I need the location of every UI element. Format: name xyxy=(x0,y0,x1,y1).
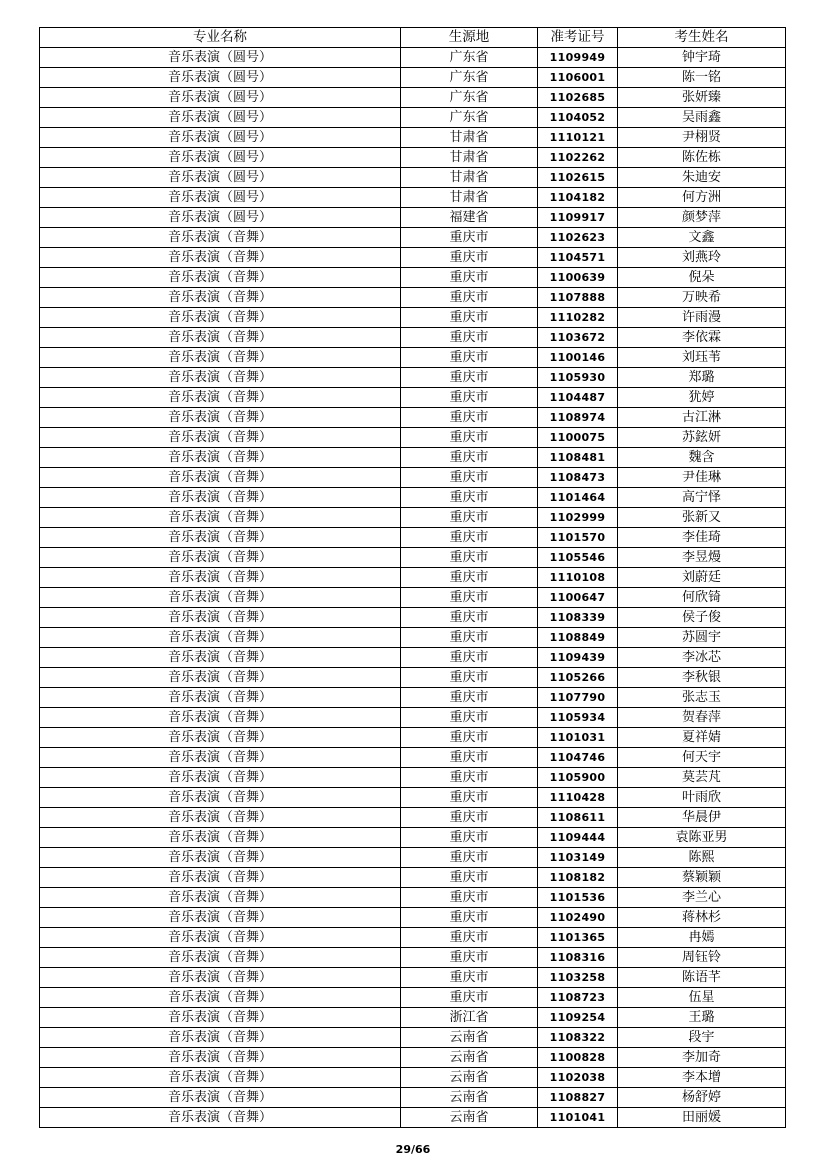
table-row xyxy=(40,788,786,808)
column-header-student-name: 考生姓名 xyxy=(618,28,786,48)
major-cell: 音乐表演（音舞） xyxy=(40,1068,401,1088)
exam-id-cell: 1108322 xyxy=(538,1028,618,1048)
student-name-cell: 何欣锜 xyxy=(618,588,786,608)
major-cell: 音乐表演（音舞） xyxy=(40,588,401,608)
exam-id-cell: 1108339 xyxy=(538,608,618,628)
exam-id-cell: 1104571 xyxy=(538,248,618,268)
student-name-cell: 万映希 xyxy=(618,288,786,308)
table-header xyxy=(40,28,786,48)
exam-id-cell: 1109949 xyxy=(538,48,618,68)
origin-cell: 重庆市 xyxy=(401,548,538,568)
table-row xyxy=(40,208,786,228)
exam-id-cell: 1104182 xyxy=(538,188,618,208)
major-cell: 音乐表演（音舞） xyxy=(40,748,401,768)
table-row xyxy=(40,968,786,988)
major-cell: 音乐表演（音舞） xyxy=(40,608,401,628)
exam-id-cell: 1102490 xyxy=(538,908,618,928)
major-cell: 音乐表演（音舞） xyxy=(40,708,401,728)
table-row xyxy=(40,1008,786,1028)
major-cell: 音乐表演（音舞） xyxy=(40,808,401,828)
exam-id-cell: 1108974 xyxy=(538,408,618,428)
exam-id-cell: 1103258 xyxy=(538,968,618,988)
exam-id-cell: 1101464 xyxy=(538,488,618,508)
origin-cell: 福建省 xyxy=(401,208,538,228)
table-body xyxy=(40,48,786,1128)
major-cell: 音乐表演（音舞） xyxy=(40,1028,401,1048)
origin-cell: 浙江省 xyxy=(401,1008,538,1028)
origin-cell: 广东省 xyxy=(401,68,538,88)
exam-id-cell: 1110121 xyxy=(538,128,618,148)
table-row xyxy=(40,868,786,888)
table-row xyxy=(40,468,786,488)
table-row xyxy=(40,748,786,768)
student-name-cell: 尹佳琳 xyxy=(618,468,786,488)
origin-cell: 重庆市 xyxy=(401,648,538,668)
column-header-exam-id: 准考证号 xyxy=(538,28,618,48)
origin-cell: 重庆市 xyxy=(401,408,538,428)
origin-cell: 重庆市 xyxy=(401,748,538,768)
table-row xyxy=(40,588,786,608)
major-cell: 音乐表演（音舞） xyxy=(40,528,401,548)
student-name-cell: 李佳琦 xyxy=(618,528,786,548)
exam-id-cell: 1102623 xyxy=(538,228,618,248)
student-name-cell: 犹婷 xyxy=(618,388,786,408)
origin-cell: 重庆市 xyxy=(401,348,538,368)
major-cell: 音乐表演（音舞） xyxy=(40,768,401,788)
table-row xyxy=(40,488,786,508)
origin-cell: 重庆市 xyxy=(401,848,538,868)
origin-cell: 重庆市 xyxy=(401,468,538,488)
student-name-cell: 田丽媛 xyxy=(618,1108,786,1128)
exam-id-cell: 1108182 xyxy=(538,868,618,888)
exam-id-cell: 1101031 xyxy=(538,728,618,748)
student-name-cell: 叶雨欣 xyxy=(618,788,786,808)
student-name-cell: 蔡颖颖 xyxy=(618,868,786,888)
exam-id-cell: 1105934 xyxy=(538,708,618,728)
exam-id-cell: 1108481 xyxy=(538,448,618,468)
exam-id-cell: 1100828 xyxy=(538,1048,618,1068)
table-row xyxy=(40,428,786,448)
exam-id-cell: 1107790 xyxy=(538,688,618,708)
origin-cell: 重庆市 xyxy=(401,808,538,828)
origin-cell: 重庆市 xyxy=(401,288,538,308)
origin-cell: 甘肃省 xyxy=(401,128,538,148)
major-cell: 音乐表演（音舞） xyxy=(40,428,401,448)
student-name-cell: 周钰铃 xyxy=(618,948,786,968)
major-cell: 音乐表演（音舞） xyxy=(40,348,401,368)
table-row xyxy=(40,88,786,108)
student-name-cell: 高宁怿 xyxy=(618,488,786,508)
origin-cell: 重庆市 xyxy=(401,968,538,988)
origin-cell: 重庆市 xyxy=(401,508,538,528)
origin-cell: 重庆市 xyxy=(401,368,538,388)
table-row xyxy=(40,628,786,648)
student-name-cell: 苏鉉妍 xyxy=(618,428,786,448)
origin-cell: 云南省 xyxy=(401,1088,538,1108)
student-name-cell: 李依霖 xyxy=(618,328,786,348)
table-row xyxy=(40,528,786,548)
major-cell: 音乐表演（音舞） xyxy=(40,288,401,308)
admission-list-sheet xyxy=(39,27,785,1128)
major-cell: 音乐表演（圆号） xyxy=(40,68,401,88)
table-row xyxy=(40,168,786,188)
origin-cell: 重庆市 xyxy=(401,308,538,328)
exam-id-cell: 1105546 xyxy=(538,548,618,568)
major-cell: 音乐表演（音舞） xyxy=(40,508,401,528)
table-row xyxy=(40,1068,786,1088)
major-cell: 音乐表演（音舞） xyxy=(40,388,401,408)
student-name-cell: 杨舒婷 xyxy=(618,1088,786,1108)
origin-cell: 广东省 xyxy=(401,48,538,68)
table-row xyxy=(40,268,786,288)
origin-cell: 重庆市 xyxy=(401,388,538,408)
table-row xyxy=(40,388,786,408)
origin-cell: 云南省 xyxy=(401,1108,538,1128)
major-cell: 音乐表演（音舞） xyxy=(40,408,401,428)
student-name-cell: 段宇 xyxy=(618,1028,786,1048)
table-row xyxy=(40,448,786,468)
origin-cell: 重庆市 xyxy=(401,908,538,928)
origin-cell: 重庆市 xyxy=(401,988,538,1008)
table-row xyxy=(40,368,786,388)
major-cell: 音乐表演（音舞） xyxy=(40,568,401,588)
student-name-cell: 夏祥婧 xyxy=(618,728,786,748)
table-row xyxy=(40,768,786,788)
exam-id-cell: 1101365 xyxy=(538,928,618,948)
major-cell: 音乐表演（音舞） xyxy=(40,228,401,248)
student-name-cell: 张新又 xyxy=(618,508,786,528)
student-name-cell: 李兰心 xyxy=(618,888,786,908)
exam-id-cell: 1109917 xyxy=(538,208,618,228)
table-row xyxy=(40,1028,786,1048)
table-row xyxy=(40,248,786,268)
table-row xyxy=(40,648,786,668)
origin-cell: 重庆市 xyxy=(401,568,538,588)
major-cell: 音乐表演（圆号） xyxy=(40,208,401,228)
table-row xyxy=(40,508,786,528)
origin-cell: 广东省 xyxy=(401,108,538,128)
origin-cell: 云南省 xyxy=(401,1048,538,1068)
origin-cell: 云南省 xyxy=(401,1028,538,1048)
origin-cell: 重庆市 xyxy=(401,608,538,628)
major-cell: 音乐表演（音舞） xyxy=(40,368,401,388)
student-name-cell: 倪朵 xyxy=(618,268,786,288)
origin-cell: 重庆市 xyxy=(401,528,538,548)
exam-id-cell: 1105266 xyxy=(538,668,618,688)
major-cell: 音乐表演（音舞） xyxy=(40,248,401,268)
exam-id-cell: 1101536 xyxy=(538,888,618,908)
student-name-cell: 袁陈亚男 xyxy=(618,828,786,848)
student-name-cell: 李昱熳 xyxy=(618,548,786,568)
student-name-cell: 古江淋 xyxy=(618,408,786,428)
exam-id-cell: 1108316 xyxy=(538,948,618,968)
student-name-cell: 王璐 xyxy=(618,1008,786,1028)
student-name-cell: 文鑫 xyxy=(618,228,786,248)
student-name-cell: 李加奇 xyxy=(618,1048,786,1068)
table-row xyxy=(40,888,786,908)
student-name-cell: 尹栩贤 xyxy=(618,128,786,148)
major-cell: 音乐表演（音舞） xyxy=(40,968,401,988)
page-number: 29/66 xyxy=(395,1143,431,1156)
exam-id-cell: 1108827 xyxy=(538,1088,618,1108)
major-cell: 音乐表演（音舞） xyxy=(40,728,401,748)
table-row xyxy=(40,728,786,748)
exam-id-cell: 1105930 xyxy=(538,368,618,388)
table-row xyxy=(40,808,786,828)
exam-id-cell: 1108611 xyxy=(538,808,618,828)
origin-cell: 重庆市 xyxy=(401,828,538,848)
table-row xyxy=(40,988,786,1008)
exam-id-cell: 1100639 xyxy=(538,268,618,288)
major-cell: 音乐表演（音舞） xyxy=(40,988,401,1008)
table-row xyxy=(40,1048,786,1068)
student-name-cell: 陈熙 xyxy=(618,848,786,868)
table-row xyxy=(40,668,786,688)
student-name-cell: 蒋林杉 xyxy=(618,908,786,928)
column-header-major: 专业名称 xyxy=(40,28,401,48)
table-row xyxy=(40,108,786,128)
origin-cell: 广东省 xyxy=(401,88,538,108)
table-row xyxy=(40,408,786,428)
table-row xyxy=(40,308,786,328)
student-name-cell: 张志玉 xyxy=(618,688,786,708)
exam-id-cell: 1109444 xyxy=(538,828,618,848)
origin-cell: 甘肃省 xyxy=(401,188,538,208)
student-name-cell: 张妍臻 xyxy=(618,88,786,108)
major-cell: 音乐表演（音舞） xyxy=(40,1048,401,1068)
origin-cell: 重庆市 xyxy=(401,668,538,688)
table-row xyxy=(40,348,786,368)
table-row xyxy=(40,1088,786,1108)
student-name-cell: 魏含 xyxy=(618,448,786,468)
origin-cell: 甘肃省 xyxy=(401,168,538,188)
major-cell: 音乐表演（音舞） xyxy=(40,1088,401,1108)
student-name-cell: 伍星 xyxy=(618,988,786,1008)
table-row xyxy=(40,948,786,968)
major-cell: 音乐表演（音舞） xyxy=(40,668,401,688)
major-cell: 音乐表演（音舞） xyxy=(40,848,401,868)
major-cell: 音乐表演（圆号） xyxy=(40,128,401,148)
major-cell: 音乐表演（音舞） xyxy=(40,788,401,808)
exam-id-cell: 1109254 xyxy=(538,1008,618,1028)
origin-cell: 重庆市 xyxy=(401,788,538,808)
table-row xyxy=(40,328,786,348)
exam-id-cell: 1103672 xyxy=(538,328,618,348)
student-name-cell: 陈一铭 xyxy=(618,68,786,88)
student-name-cell: 钟宇琦 xyxy=(618,48,786,68)
student-name-cell: 李秋银 xyxy=(618,668,786,688)
student-name-cell: 刘蔚廷 xyxy=(618,568,786,588)
student-name-cell: 颜梦萍 xyxy=(618,208,786,228)
exam-id-cell: 1101570 xyxy=(538,528,618,548)
origin-cell: 重庆市 xyxy=(401,268,538,288)
table-row xyxy=(40,548,786,568)
student-name-cell: 李本增 xyxy=(618,1068,786,1088)
major-cell: 音乐表演（音舞） xyxy=(40,888,401,908)
table-row xyxy=(40,128,786,148)
student-name-cell: 陈语芊 xyxy=(618,968,786,988)
origin-cell: 重庆市 xyxy=(401,768,538,788)
major-cell: 音乐表演（音舞） xyxy=(40,648,401,668)
major-cell: 音乐表演（音舞） xyxy=(40,328,401,348)
student-name-cell: 吴雨鑫 xyxy=(618,108,786,128)
exam-id-cell: 1110282 xyxy=(538,308,618,328)
major-cell: 音乐表演（音舞） xyxy=(40,448,401,468)
table-row xyxy=(40,1108,786,1128)
origin-cell: 重庆市 xyxy=(401,628,538,648)
major-cell: 音乐表演（音舞） xyxy=(40,468,401,488)
student-name-cell: 朱迪安 xyxy=(618,168,786,188)
student-name-cell: 刘珏苇 xyxy=(618,348,786,368)
student-name-cell: 何天宇 xyxy=(618,748,786,768)
major-cell: 音乐表演（圆号） xyxy=(40,168,401,188)
origin-cell: 重庆市 xyxy=(401,588,538,608)
student-name-cell: 冉嫣 xyxy=(618,928,786,948)
table-row xyxy=(40,568,786,588)
major-cell: 音乐表演（音舞） xyxy=(40,928,401,948)
origin-cell: 重庆市 xyxy=(401,868,538,888)
origin-cell: 重庆市 xyxy=(401,928,538,948)
table-row xyxy=(40,288,786,308)
major-cell: 音乐表演（音舞） xyxy=(40,688,401,708)
student-name-cell: 刘燕玲 xyxy=(618,248,786,268)
major-cell: 音乐表演（音舞） xyxy=(40,308,401,328)
major-cell: 音乐表演（圆号） xyxy=(40,188,401,208)
origin-cell: 重庆市 xyxy=(401,448,538,468)
exam-id-cell: 1106001 xyxy=(538,68,618,88)
table-row xyxy=(40,828,786,848)
student-name-cell: 苏圆宇 xyxy=(618,628,786,648)
origin-cell: 重庆市 xyxy=(401,888,538,908)
header-row xyxy=(40,28,786,48)
exam-id-cell: 1103149 xyxy=(538,848,618,868)
origin-cell: 重庆市 xyxy=(401,248,538,268)
table-row xyxy=(40,708,786,728)
origin-cell: 重庆市 xyxy=(401,228,538,248)
major-cell: 音乐表演（音舞） xyxy=(40,268,401,288)
exam-id-cell: 1102615 xyxy=(538,168,618,188)
exam-id-cell: 1108849 xyxy=(538,628,618,648)
origin-cell: 云南省 xyxy=(401,1068,538,1088)
origin-cell: 重庆市 xyxy=(401,488,538,508)
table-row xyxy=(40,188,786,208)
student-name-cell: 贺春萍 xyxy=(618,708,786,728)
exam-id-cell: 1104487 xyxy=(538,388,618,408)
major-cell: 音乐表演（音舞） xyxy=(40,488,401,508)
origin-cell: 甘肃省 xyxy=(401,148,538,168)
major-cell: 音乐表演（音舞） xyxy=(40,868,401,888)
exam-id-cell: 1102685 xyxy=(538,88,618,108)
origin-cell: 重庆市 xyxy=(401,328,538,348)
table-row xyxy=(40,48,786,68)
table-row xyxy=(40,688,786,708)
table-row xyxy=(40,228,786,248)
exam-id-cell: 1100075 xyxy=(538,428,618,448)
student-name-cell: 陈佐栋 xyxy=(618,148,786,168)
origin-cell: 重庆市 xyxy=(401,708,538,728)
major-cell: 音乐表演（音舞） xyxy=(40,948,401,968)
table-row xyxy=(40,608,786,628)
table-row xyxy=(40,148,786,168)
student-name-cell: 莫芸芃 xyxy=(618,768,786,788)
major-cell: 音乐表演（音舞） xyxy=(40,828,401,848)
exam-id-cell: 1107888 xyxy=(538,288,618,308)
exam-id-cell: 1102262 xyxy=(538,148,618,168)
exam-id-cell: 1109439 xyxy=(538,648,618,668)
exam-id-cell: 1105900 xyxy=(538,768,618,788)
origin-cell: 重庆市 xyxy=(401,948,538,968)
table-row xyxy=(40,848,786,868)
student-name-cell: 何方洲 xyxy=(618,188,786,208)
exam-id-cell: 1108723 xyxy=(538,988,618,1008)
student-name-cell: 许雨漫 xyxy=(618,308,786,328)
admission-table xyxy=(39,27,786,1128)
origin-cell: 重庆市 xyxy=(401,688,538,708)
exam-id-cell: 1110108 xyxy=(538,568,618,588)
exam-id-cell: 1102999 xyxy=(538,508,618,528)
major-cell: 音乐表演（音舞） xyxy=(40,548,401,568)
major-cell: 音乐表演（圆号） xyxy=(40,148,401,168)
major-cell: 音乐表演（圆号） xyxy=(40,88,401,108)
exam-id-cell: 1102038 xyxy=(538,1068,618,1088)
major-cell: 音乐表演（圆号） xyxy=(40,48,401,68)
major-cell: 音乐表演（音舞） xyxy=(40,1108,401,1128)
exam-id-cell: 1108473 xyxy=(538,468,618,488)
exam-id-cell: 1110428 xyxy=(538,788,618,808)
major-cell: 音乐表演（音舞） xyxy=(40,628,401,648)
major-cell: 音乐表演（音舞） xyxy=(40,1008,401,1028)
origin-cell: 重庆市 xyxy=(401,728,538,748)
student-name-cell: 华晨伊 xyxy=(618,808,786,828)
column-header-origin: 生源地 xyxy=(401,28,538,48)
student-name-cell: 李冰芯 xyxy=(618,648,786,668)
major-cell: 音乐表演（圆号） xyxy=(40,108,401,128)
origin-cell: 重庆市 xyxy=(401,428,538,448)
table-row xyxy=(40,68,786,88)
exam-id-cell: 1100146 xyxy=(538,348,618,368)
exam-id-cell: 1100647 xyxy=(538,588,618,608)
major-cell: 音乐表演（音舞） xyxy=(40,908,401,928)
exam-id-cell: 1101041 xyxy=(538,1108,618,1128)
table-row xyxy=(40,908,786,928)
table-row xyxy=(40,928,786,948)
student-name-cell: 郑璐 xyxy=(618,368,786,388)
student-name-cell: 侯子俊 xyxy=(618,608,786,628)
exam-id-cell: 1104746 xyxy=(538,748,618,768)
exam-id-cell: 1104052 xyxy=(538,108,618,128)
